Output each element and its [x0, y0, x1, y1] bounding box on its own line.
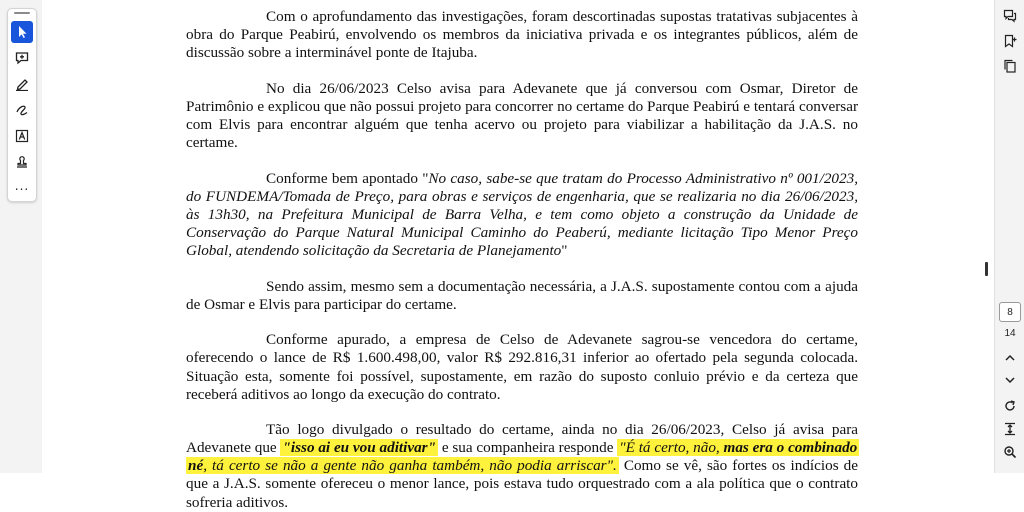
right-sidebar [994, 0, 1024, 473]
document-page [42, 0, 994, 511]
paragraph-6 [186, 421, 858, 511]
document-body [186, 8, 858, 512]
chevron-down-icon [1003, 373, 1017, 387]
paragraph-3 [186, 170, 858, 260]
paragraph-3-tail: " [561, 242, 568, 260]
zoom-in-icon [1003, 445, 1017, 459]
left-toolbar-gutter [0, 0, 42, 473]
comments-icon [1003, 9, 1017, 23]
freehand-draw-button[interactable] [11, 99, 33, 121]
current-page-input[interactable]: 8 [999, 302, 1021, 322]
fit-page-button[interactable] [1002, 421, 1018, 437]
add-comment-button[interactable] [11, 47, 33, 69]
more-dots-icon: ... [14, 179, 30, 193]
paragraph-3-lead: Conforme bem apontado " [266, 169, 429, 187]
bookmark-add-icon [1003, 34, 1017, 48]
palette-drag-handle[interactable] [14, 12, 30, 14]
text-box-icon [15, 129, 29, 143]
highlight-annotation-1[interactable] [280, 439, 438, 456]
comments-panel-button[interactable] [1002, 8, 1018, 24]
highlighter-pen-icon [15, 77, 29, 91]
highlighted-quote-2a: "É tá certo, não, [619, 439, 724, 457]
copy-pages-button[interactable] [1002, 58, 1018, 74]
annotation-tool-palette [7, 8, 37, 202]
paragraph-4: Sendo assim, mesmo sem a documentação necessária, a J.A.S. supostamente contou com a ajuda de Osmar e Elvis para participar do certame. [186, 277, 858, 313]
paragraph-5: Conforme apurado, a empresa de Celso de Adevanete sagrou-se vencedora do certame, oferecendo o lance de R$ 1.600.498,00, valor R$ 292.816,31 inferior ao ofertado pela segunda colocada. Situação esta, somente foi possível, supostamente, em razão do suposto conluio prévio e da certeza que receberá aditivos ao longo da execução do contrato. [186, 331, 858, 403]
more-tools-button[interactable] [11, 175, 33, 197]
highlighted-quote-2-bold: mas era o combinado né [188, 439, 858, 475]
rotate-icon [1003, 399, 1017, 413]
paragraph-1: Com o aprofundamento das investigações, foram descortinadas supostas tratativas subjacentes à obra do Parque Peabirú, envolvendo os membros da iniciativa privada e os integrantes públicos, além de discussão sobre a interminável ponte de Itajuba. [186, 8, 858, 62]
highlight-button[interactable] [11, 73, 33, 95]
chevron-up-icon [1003, 351, 1017, 365]
previous-page-button[interactable] [1002, 350, 1018, 366]
scrollbar-thumb[interactable] [985, 262, 988, 276]
stamp-icon [15, 155, 29, 169]
highlighted-quote-1: "isso ai eu vou aditivar" [282, 439, 437, 457]
bookmark-button[interactable] [1002, 33, 1018, 49]
paragraph-2: No dia 26/06/2023 Celso avisa para Adevanete que já conversou com Osmar, Diretor de Patrimônio e explicou que não possui projeto para concorrer no certame do Parque Peabirú e tentará conversar com Elvis para encontrar alguém que tenha acervo ou projeto para viabilizar a habilitação da J.A.S. no certame. [186, 79, 858, 152]
fit-page-icon [1003, 422, 1017, 436]
copy-pages-icon [1003, 59, 1017, 73]
select-tool-button[interactable] [11, 21, 33, 43]
comment-plus-icon [15, 51, 29, 65]
cursor-arrow-icon [15, 25, 29, 39]
next-page-button[interactable] [1002, 372, 1018, 388]
paragraph-6-part-c: Como se vê, são fortes os indícios de que a J.A.S. somente ofereceu o menor lance, pois estava tudo orquestrado com a ala política que o contrato sofreria aditivos. [186, 457, 859, 511]
paragraph-6-part-a: Tão logo divulgado o resultado do certame, ainda no dia 26/06/2023, Celso já avisa para Adevanete que [186, 421, 858, 457]
paragraph-3-quote: No caso, sabe-se que tratam do Processo Administrativo nº 001/2023, do FUNDEMA/Tomada de Preço, para obras e serviços de engenharia, que se realizaria no dia 26/06/2023, às 13h30, na Prefeitura Municipal de Barra Velha, e tem como objeto a construção da Unidade de Conservação do Parque Natural Municipal Caminho do Peaberú, mediante licitação Tipo Menor Preço Global, atendendo solicitação da Secretaria de Planejamento [186, 169, 858, 260]
rotate-button[interactable] [1002, 398, 1018, 414]
highlighted-quote-2b: , tá certo se não a gente não ganha também, não podia arriscar". [203, 457, 617, 475]
total-pages-label: 14 [1004, 328, 1016, 339]
zoom-in-button[interactable] [1002, 444, 1018, 460]
vertical-scrollbar[interactable] [980, 0, 994, 473]
text-box-button[interactable] [11, 125, 33, 147]
paragraph-6-part-b: e sua companheira responde [438, 439, 618, 457]
pencil-scribble-icon [15, 103, 29, 117]
stamp-button[interactable] [11, 151, 33, 173]
